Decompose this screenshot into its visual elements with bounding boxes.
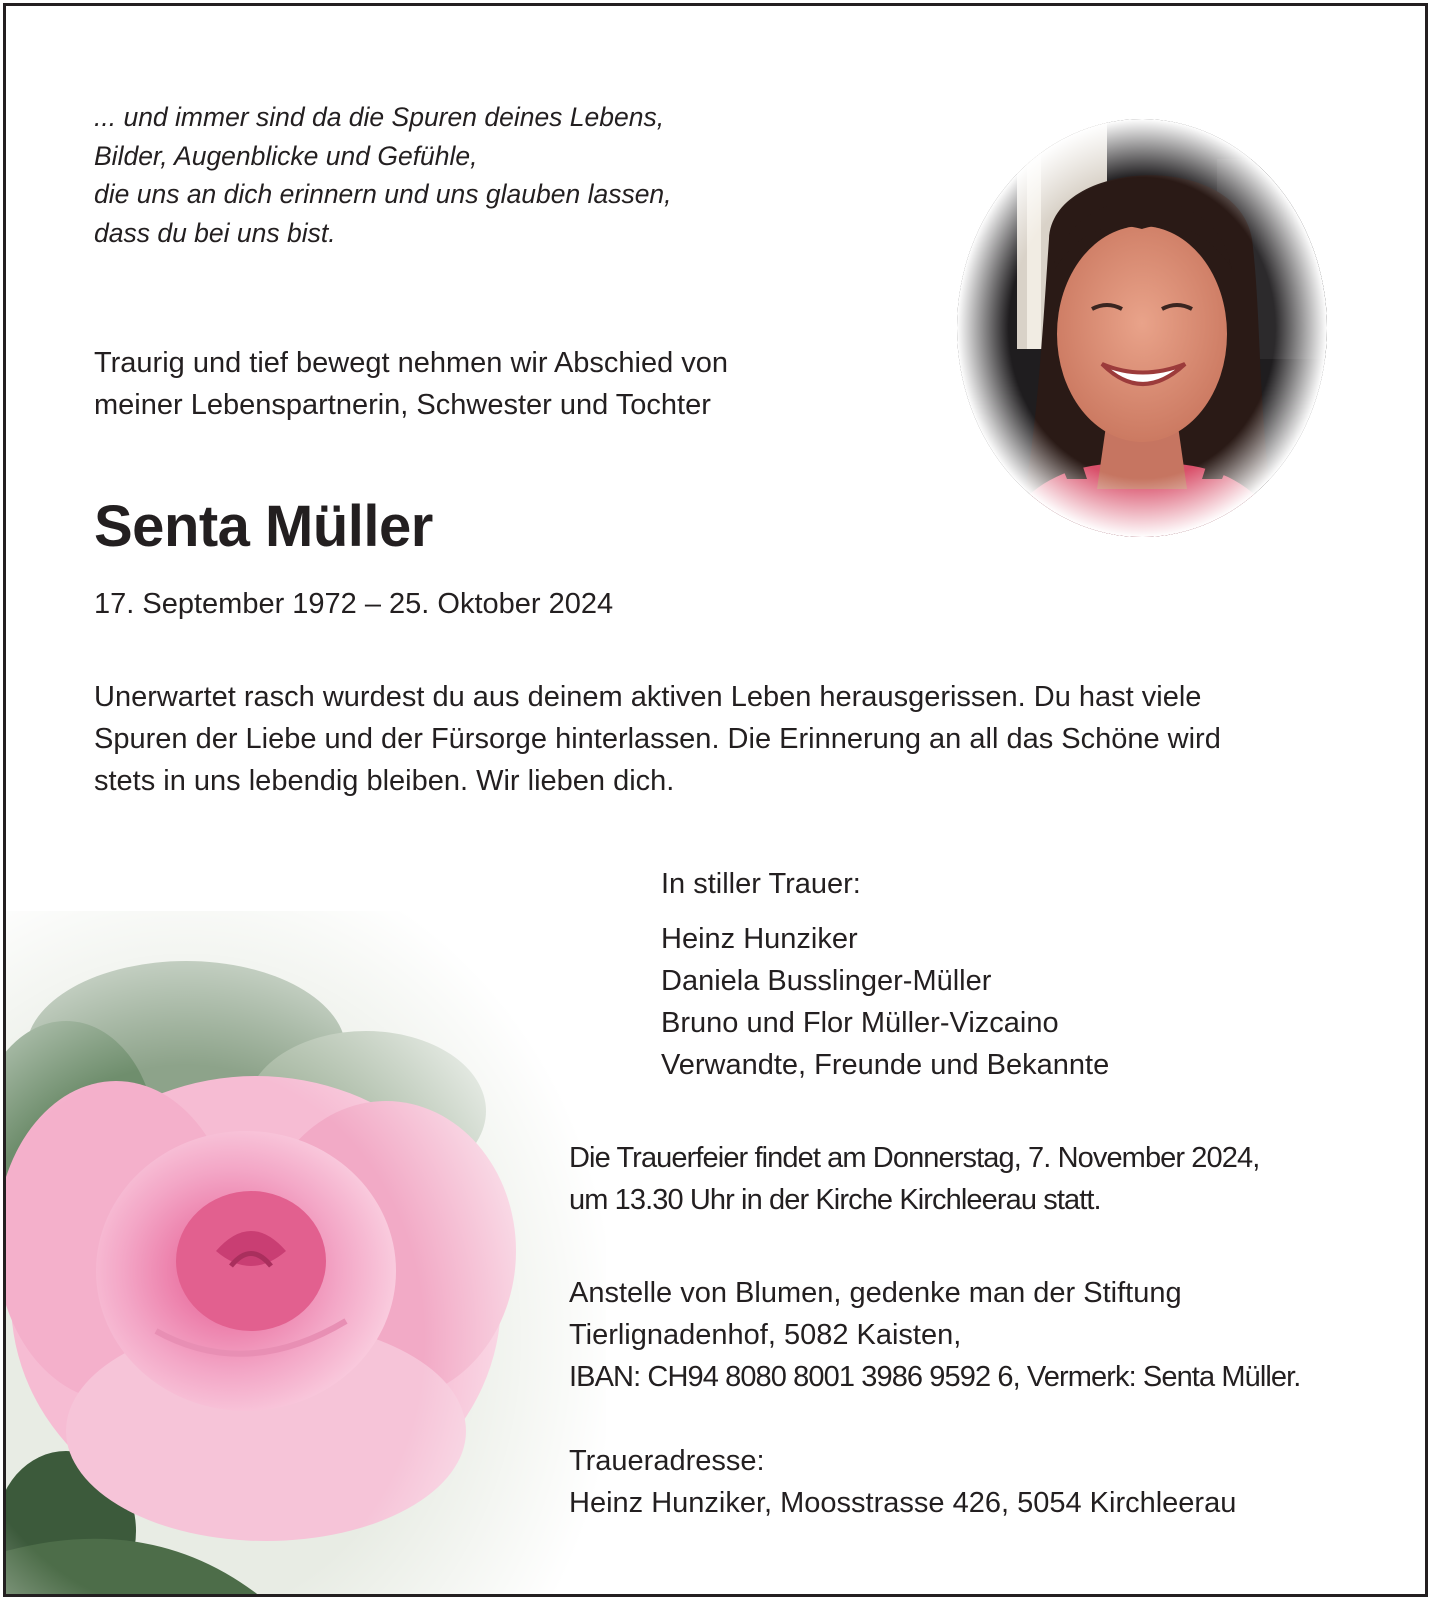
poem xyxy=(94,98,672,252)
address-label: Traueradresse: xyxy=(569,1445,765,1477)
donation-info xyxy=(569,1272,1300,1398)
mourner-name: Verwandte, Freunde und Bekannte xyxy=(661,1049,1110,1081)
obituary-card xyxy=(3,3,1428,1597)
donation-line: Tierlignadenhof, 5082 Kaisten, xyxy=(569,1319,962,1351)
poem-line: Bilder, Augenblicke und Gefühle, xyxy=(94,140,478,171)
mourner-name: Bruno und Flor Müller-Vizcaino xyxy=(661,1007,1059,1039)
poem-line: ... und immer sind da die Spuren deines Lebens, xyxy=(94,102,665,132)
poem-line: die uns an dich erinnern und uns glauben lassen, xyxy=(94,179,672,209)
message-line: stets in uns lebendig bleiben. Wir lieben dich. xyxy=(94,765,675,797)
intro-text xyxy=(94,342,728,426)
intro-line: Traurig und tief bewegt nehmen wir Abschied von xyxy=(94,347,729,379)
deceased-name: Senta Müller xyxy=(94,494,433,559)
mourner-name: Daniela Busslinger-Müller xyxy=(661,965,992,997)
message-line: Unerwartet rasch wurdest du aus deinem aktiven Leben herausgerissen. Du hast viele xyxy=(94,681,1202,713)
farewell-message xyxy=(94,676,1221,802)
rose-photo xyxy=(6,911,606,1597)
mourners-heading: In stiller Trauer: xyxy=(661,868,861,900)
life-dates: 17. September 1972 – 25. Oktober 2024 xyxy=(94,588,614,620)
donation-line: Anstelle von Blumen, gedenke man der Stiftung xyxy=(569,1277,1182,1309)
address-line: Heinz Hunziker, Moosstrasse 426, 5054 Kirchleerau xyxy=(569,1487,1237,1519)
mourners-list xyxy=(661,863,1109,1086)
poem-line: dass du bei uns bist. xyxy=(94,217,336,248)
service-line: Die Trauerfeier findet am Donnerstag, 7. November 2024, xyxy=(569,1142,1260,1174)
service-line: um 13.30 Uhr in der Kirche Kirchleerau statt. xyxy=(569,1184,1101,1216)
portrait-photo xyxy=(957,119,1327,537)
message-line: Spuren der Liebe und der Fürsorge hinterlassen. Die Erinnerung an all das Schöne wird xyxy=(94,723,1221,755)
mourner-name: Heinz Hunziker xyxy=(661,923,858,955)
mourning-address xyxy=(569,1440,1236,1524)
iban-line: IBAN: CH94 8080 8001 3986 9592 6, Vermerk: Senta Müller. xyxy=(569,1361,1301,1393)
service-info xyxy=(569,1137,1259,1221)
intro-line: meiner Lebenspartnerin, Schwester und Tochter xyxy=(94,389,711,421)
